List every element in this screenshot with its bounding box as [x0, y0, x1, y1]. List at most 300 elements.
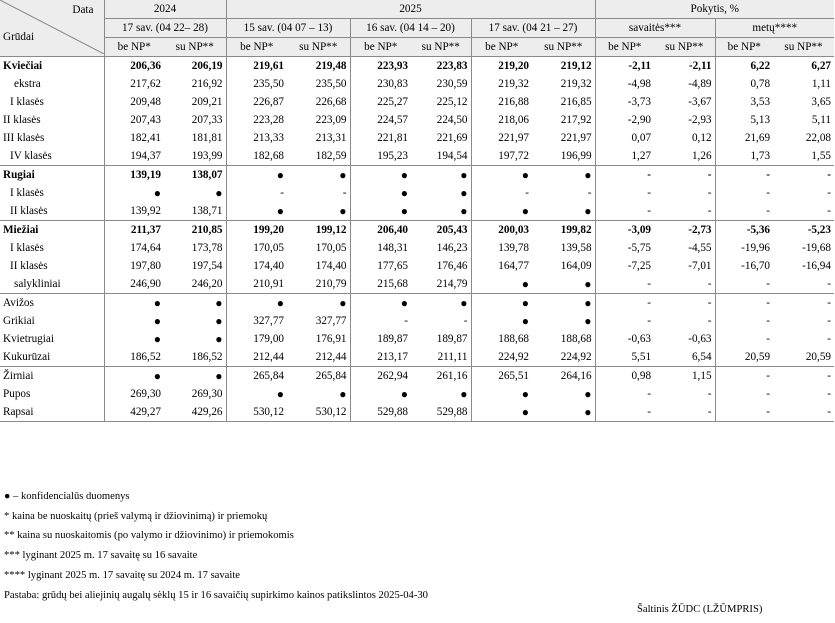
table-cell: 212,44 [315, 351, 347, 363]
table-cell: 219,32 [471, 75, 532, 93]
table-cell: 6,54 [691, 351, 712, 363]
table-cell: 226,87 [226, 93, 287, 111]
table-row [0, 111, 834, 129]
table-row [0, 294, 834, 313]
table-cell: -19,96 [715, 239, 773, 257]
table-cell: - [350, 312, 411, 330]
table-cell: -4,89 [688, 78, 712, 90]
footnote-remark: Pastaba: grūdų bei aliejinių augalų sėklų 15 ir 16 savaičių supirkimo kainos patikslintos 2025-04-30 [4, 589, 428, 601]
table-cell: - [342, 187, 347, 199]
table-row [0, 202, 834, 221]
table-cell: 177,65 [350, 257, 411, 275]
table-cell: 186,52 [191, 351, 223, 363]
row-label: I klasės [10, 187, 44, 199]
table-cell: 205,43 [411, 221, 471, 240]
row-label: salykliniai [14, 278, 61, 290]
week-change-header: savaitės*** [595, 19, 715, 38]
table-row [0, 57, 834, 76]
table-cell: ● [215, 314, 223, 328]
table-cell: ● [104, 330, 164, 348]
corner-top-label: Data [72, 4, 94, 16]
table-cell: - [595, 275, 654, 294]
table-cell: - [715, 312, 773, 330]
table-cell: ● [226, 294, 287, 313]
table-cell: -2,73 [654, 221, 715, 240]
table-cell: - [707, 315, 712, 327]
table-cell: - [715, 385, 773, 403]
table-cell: -19,68 [802, 242, 831, 254]
footnote-week-change: *** lyginant 2025 m. 17 savaitę su 16 savaite [4, 550, 198, 562]
table-cell: - [707, 278, 712, 290]
table-cell: 217,62 [104, 75, 164, 93]
table-cell: ● [226, 166, 287, 185]
table-cell: 189,87 [350, 330, 411, 348]
table-cell: 246,20 [191, 278, 223, 290]
table-row [0, 385, 834, 403]
table-cell: ● [471, 275, 532, 294]
table-cell: - [595, 166, 654, 185]
table-cell: -4,98 [595, 75, 654, 93]
table-cell: 216,88 [471, 93, 532, 111]
table-row [0, 257, 834, 275]
col-be-np: be NP* [104, 38, 164, 57]
table-cell: 219,61 [226, 57, 287, 76]
table-cell: 1,55 [811, 150, 831, 162]
table-cell: ● [584, 277, 592, 291]
table-cell: -0,63 [688, 333, 712, 345]
table-cell: ● [104, 184, 164, 202]
col-su-np: su NP** [654, 38, 715, 57]
row-label: Kviečiai [3, 60, 43, 72]
table-cell: 261,16 [411, 367, 471, 386]
footnotes [4, 487, 428, 605]
table-row [0, 129, 834, 147]
table-cell: 219,32 [560, 78, 592, 90]
table-cell: 176,91 [315, 333, 347, 345]
table-cell: - [827, 333, 831, 345]
row-label: I klasės [10, 242, 44, 254]
footnote-su-np: ** kaina su nuoskaitomis (po valymo ir džiovinimo) ir priemokomis [4, 530, 294, 542]
table-cell: 230,83 [350, 75, 411, 93]
table-cell: 170,05 [226, 239, 287, 257]
table-cell: 164,77 [471, 257, 532, 275]
table-cell: - [471, 184, 532, 202]
table-cell: 207,43 [104, 111, 164, 129]
table-cell: - [587, 187, 592, 199]
table-cell: -7,01 [688, 260, 712, 272]
table-cell: ● [471, 403, 532, 422]
table-cell: 174,40 [315, 260, 347, 272]
table-row [0, 348, 834, 367]
footnote-be-np: * kaina be nuoskaitų (prieš valymą ir džiovinimą) ir priemokų [4, 510, 268, 522]
table-row [0, 93, 834, 111]
table-cell: 199,12 [287, 221, 350, 240]
row-label: III klasės [3, 132, 45, 144]
table-cell: -0,63 [595, 330, 654, 348]
table-cell: 265,84 [226, 367, 287, 386]
table-cell: 186,52 [104, 348, 164, 367]
table-cell: - [827, 278, 831, 290]
table-cell: 5,13 [715, 111, 773, 129]
table-cell: 206,19 [191, 60, 223, 72]
table-cell: - [827, 205, 831, 217]
table-cell: ● [471, 312, 532, 330]
table-cell: 21,69 [715, 129, 773, 147]
table-cell: 265,84 [287, 367, 350, 386]
table-cell: 3,65 [811, 96, 831, 108]
table-cell: 269,30 [191, 388, 223, 400]
col-be-np: be NP* [715, 38, 773, 57]
table-cell: 182,59 [315, 150, 347, 162]
col-be-np: be NP* [226, 38, 287, 57]
table-cell: - [707, 205, 712, 217]
table-cell: - [654, 294, 715, 313]
table-cell: 199,20 [226, 221, 287, 240]
col-su-np: su NP** [287, 38, 350, 57]
table-cell: 139,19 [104, 166, 164, 185]
table-cell: 200,03 [471, 221, 532, 240]
table-cell: 214,79 [436, 278, 468, 290]
table-cell: -2,90 [595, 111, 654, 129]
table-cell: - [595, 202, 654, 221]
table-cell: -2,11 [595, 57, 654, 76]
table-cell: 207,33 [191, 114, 223, 126]
row-label: Miežiai [0, 221, 104, 240]
table-cell: 223,93 [350, 57, 411, 76]
table-cell: 210,91 [226, 275, 287, 294]
table-cell: 210,85 [164, 221, 226, 240]
table-cell: 3,53 [715, 93, 773, 111]
table-cell: 1,26 [691, 150, 712, 162]
table-cell: 1,15 [654, 367, 715, 386]
table-cell: ● [460, 186, 468, 200]
table-cell: ● [584, 387, 592, 401]
table-cell: 217,92 [560, 114, 592, 126]
table-cell: - [715, 294, 773, 313]
table-cell: - [773, 294, 834, 313]
row-label: I klasės [10, 96, 44, 108]
table-cell: ● [104, 294, 164, 313]
table-cell: - [773, 166, 834, 185]
table-cell: 213,17 [350, 348, 411, 367]
table-cell: ● [460, 387, 468, 401]
table-cell: 197,72 [471, 147, 532, 166]
table-cell: ● [215, 332, 223, 346]
table-cell: 179,00 [226, 330, 287, 348]
table-cell: 235,50 [226, 75, 287, 93]
table-row [0, 184, 834, 202]
table-cell: ● [350, 184, 411, 202]
footnote-year-change: **** lyginant 2025 m. 17 savaitę su 2024 m. 17 savaite [4, 569, 240, 581]
table-cell: 212,44 [226, 348, 287, 367]
table-cell: 193,99 [191, 150, 223, 162]
table-cell: 529,88 [350, 403, 411, 422]
table-row [0, 147, 834, 166]
table-cell: 223,09 [315, 114, 347, 126]
table-cell: 215,68 [350, 275, 411, 294]
table-cell: 188,68 [471, 330, 532, 348]
table-cell: 221,97 [471, 129, 532, 147]
table-cell: 170,05 [315, 242, 347, 254]
table-cell: 262,94 [350, 367, 411, 386]
row-label: Kukurūzai [3, 351, 51, 363]
table-cell: 1,11 [811, 78, 831, 90]
table-cell: - [463, 315, 468, 327]
col-su-np: su NP** [773, 38, 834, 57]
change-header: Pokytis, % [595, 0, 834, 19]
table-cell: - [654, 403, 715, 422]
table-cell: 0,12 [691, 132, 712, 144]
table-cell: 182,68 [226, 147, 287, 166]
table-cell: 224,57 [350, 111, 411, 129]
table-row [0, 330, 834, 348]
table-cell: - [595, 184, 654, 202]
table-cell: 209,21 [191, 96, 223, 108]
table-cell: 225,12 [436, 96, 468, 108]
table-cell: -4,55 [688, 242, 712, 254]
table-cell: - [715, 275, 773, 294]
table-cell: ● [164, 294, 226, 313]
year-2025-header: 2025 [226, 0, 595, 19]
table-cell: ● [215, 186, 223, 200]
table-cell: -2,11 [688, 60, 712, 72]
table-cell: 224,50 [436, 114, 468, 126]
table-body [0, 57, 834, 422]
table-cell: ● [350, 294, 411, 313]
table-cell: 5,51 [595, 348, 654, 367]
table-cell: ● [532, 166, 595, 185]
table-cell: 6,22 [715, 57, 773, 76]
table-cell: 530,12 [226, 403, 287, 422]
table-cell: ● [460, 204, 468, 218]
row-label: Žirniai [0, 367, 104, 386]
table-cell: ● [104, 312, 164, 330]
table-cell: 221,69 [436, 132, 468, 144]
table-cell: 221,81 [350, 129, 411, 147]
table-cell: ● [471, 385, 532, 403]
table-cell: - [715, 367, 773, 386]
table-cell: ● [471, 202, 532, 221]
table-cell: - [715, 202, 773, 221]
table-cell: - [654, 166, 715, 185]
table-cell: - [715, 166, 773, 185]
week-header-2024: 17 sav. (04 22– 28) [104, 19, 226, 38]
table-row [0, 403, 834, 422]
col-be-np: be NP* [350, 38, 411, 57]
table-cell: 221,97 [560, 132, 592, 144]
table-cell: ● [226, 202, 287, 221]
table-cell: 176,46 [436, 260, 468, 272]
table-cell: ● [339, 204, 347, 218]
row-label: II klasės [3, 114, 41, 126]
table-cell: - [707, 187, 712, 199]
row-label: IV klasės [10, 150, 52, 162]
table-cell: -16,94 [802, 260, 831, 272]
table-cell: 138,71 [191, 205, 223, 217]
table-cell: 224,92 [560, 351, 592, 363]
table-cell: 529,88 [411, 403, 471, 422]
table-cell: 20,59 [805, 351, 831, 363]
col-su-np: su NP** [532, 38, 595, 57]
col-be-np: be NP* [471, 38, 532, 57]
table-cell: ● [287, 294, 350, 313]
table-cell: 195,23 [350, 147, 411, 166]
table-cell: 0,07 [595, 129, 654, 147]
table-cell: 22,08 [805, 132, 831, 144]
table-cell: ● [104, 367, 164, 386]
table-cell: ● [350, 385, 411, 403]
table-cell: 327,77 [226, 312, 287, 330]
table-cell: 148,31 [350, 239, 411, 257]
table-cell: ● [584, 314, 592, 328]
table-cell: ● [164, 367, 226, 386]
table-cell: 216,85 [560, 96, 592, 108]
table-row [0, 275, 834, 294]
table-cell: - [715, 330, 773, 348]
table-cell: ● [532, 294, 595, 313]
table-cell: 235,50 [315, 78, 347, 90]
table-cell: 138,07 [164, 166, 226, 185]
table-cell: 194,37 [104, 147, 164, 166]
table-cell: 146,23 [436, 242, 468, 254]
table-cell: - [226, 184, 287, 202]
table-cell: 213,33 [226, 129, 287, 147]
table-cell: - [595, 385, 654, 403]
table-cell: 139,78 [471, 239, 532, 257]
table-cell: 213,31 [315, 132, 347, 144]
table-cell: 216,92 [191, 78, 223, 90]
table-cell: ● [411, 294, 471, 313]
table-cell: 5,11 [811, 114, 831, 126]
corner-bottom-label: Grūdai [3, 31, 35, 43]
table-row [0, 221, 834, 240]
table-cell: -2,93 [688, 114, 712, 126]
table-cell: ● [471, 294, 532, 313]
col-su-np: su NP** [164, 38, 226, 57]
table-cell: ● [339, 387, 347, 401]
table-row [0, 367, 834, 386]
row-label: Rugiai [0, 166, 104, 185]
table-cell: 188,68 [560, 333, 592, 345]
row-label: Avižos [0, 294, 104, 313]
table-cell: 429,27 [104, 403, 164, 422]
table-cell: -7,25 [595, 257, 654, 275]
table-cell: - [827, 315, 831, 327]
table-cell: 197,54 [191, 260, 223, 272]
row-label: ekstra [14, 78, 41, 90]
table-cell: 210,79 [315, 278, 347, 290]
week-header-16: 16 sav. (04 14 – 20) [350, 19, 471, 38]
table-cell: 0,78 [715, 75, 773, 93]
col-be-np: be NP* [595, 38, 654, 57]
table-cell: 206,36 [104, 57, 164, 76]
table-cell: - [595, 312, 654, 330]
table-cell: - [595, 294, 654, 313]
table-cell: 225,27 [350, 93, 411, 111]
corner-header-cell [0, 0, 104, 57]
week-header-17: 17 sav. (04 21 – 27) [471, 19, 595, 38]
row-label: Kvietrugiai [3, 333, 54, 345]
col-su-np: su NP** [411, 38, 471, 57]
table-cell: 530,12 [287, 403, 350, 422]
table-row [0, 166, 834, 185]
row-label: Grikiai [3, 315, 35, 327]
table-cell: ● [350, 166, 411, 185]
table-cell: 264,16 [532, 367, 595, 386]
table-cell: 139,92 [104, 202, 164, 221]
table-row [0, 312, 834, 330]
table-cell: -5,75 [595, 239, 654, 257]
table-cell: 327,77 [315, 315, 347, 327]
table-cell: 1,27 [595, 147, 654, 166]
table-cell: 211,37 [104, 221, 164, 240]
table-cell: 189,87 [436, 333, 468, 345]
table-cell: 230,59 [436, 78, 468, 90]
table-cell: 429,26 [164, 403, 226, 422]
table-cell: 223,28 [226, 111, 287, 129]
table-cell: 223,83 [436, 60, 468, 72]
table-cell: 6,27 [811, 60, 831, 72]
table-cell: -3,09 [595, 221, 654, 240]
table-cell: - [595, 403, 654, 422]
table-cell: 209,48 [104, 93, 164, 111]
table-cell: ● [532, 403, 595, 422]
table-cell: ● [350, 202, 411, 221]
table-cell: 0,98 [595, 367, 654, 386]
table-cell: 181,81 [191, 132, 223, 144]
table-row [0, 75, 834, 93]
table-cell: 219,48 [315, 60, 347, 72]
table-cell: -5,23 [773, 221, 834, 240]
table-cell: 164,09 [560, 260, 592, 272]
table-cell: -5,36 [715, 221, 773, 240]
table-cell: 206,40 [350, 221, 411, 240]
table-cell: ● [584, 204, 592, 218]
table-cell: - [827, 187, 831, 199]
table-cell: 20,59 [715, 348, 773, 367]
table-cell: -16,70 [715, 257, 773, 275]
table-cell: ● [287, 166, 350, 185]
table-cell: 199,82 [532, 221, 595, 240]
row-label: II klasės [10, 260, 48, 272]
table-cell: 224,92 [471, 348, 532, 367]
table-row [0, 239, 834, 257]
table-cell: 194,54 [436, 150, 468, 162]
year-2024-header: 2024 [104, 0, 226, 19]
table-cell: 226,68 [315, 96, 347, 108]
row-label: Pupos [3, 388, 31, 400]
table-cell: 174,40 [226, 257, 287, 275]
table-cell: ● [411, 166, 471, 185]
table-cell: 182,41 [104, 129, 164, 147]
table-cell: ● [226, 385, 287, 403]
table-cell: - [715, 184, 773, 202]
table-cell: ● [471, 166, 532, 185]
table-cell: 218,06 [471, 111, 532, 129]
year-change-header: metų**** [715, 19, 834, 38]
table-cell: 269,30 [104, 385, 164, 403]
table-cell: 1,73 [715, 147, 773, 166]
table-cell: 265,51 [471, 367, 532, 386]
table-cell: 139,58 [560, 242, 592, 254]
week-header-15: 15 sav. (04 07 – 13) [226, 19, 350, 38]
table-cell: -3,67 [688, 96, 712, 108]
table-cell: 219,12 [560, 60, 592, 72]
row-label: Rapsai [0, 403, 104, 422]
table-cell: - [715, 403, 773, 422]
table-cell: 174,64 [104, 239, 164, 257]
table-cell: 211,11 [437, 351, 468, 363]
